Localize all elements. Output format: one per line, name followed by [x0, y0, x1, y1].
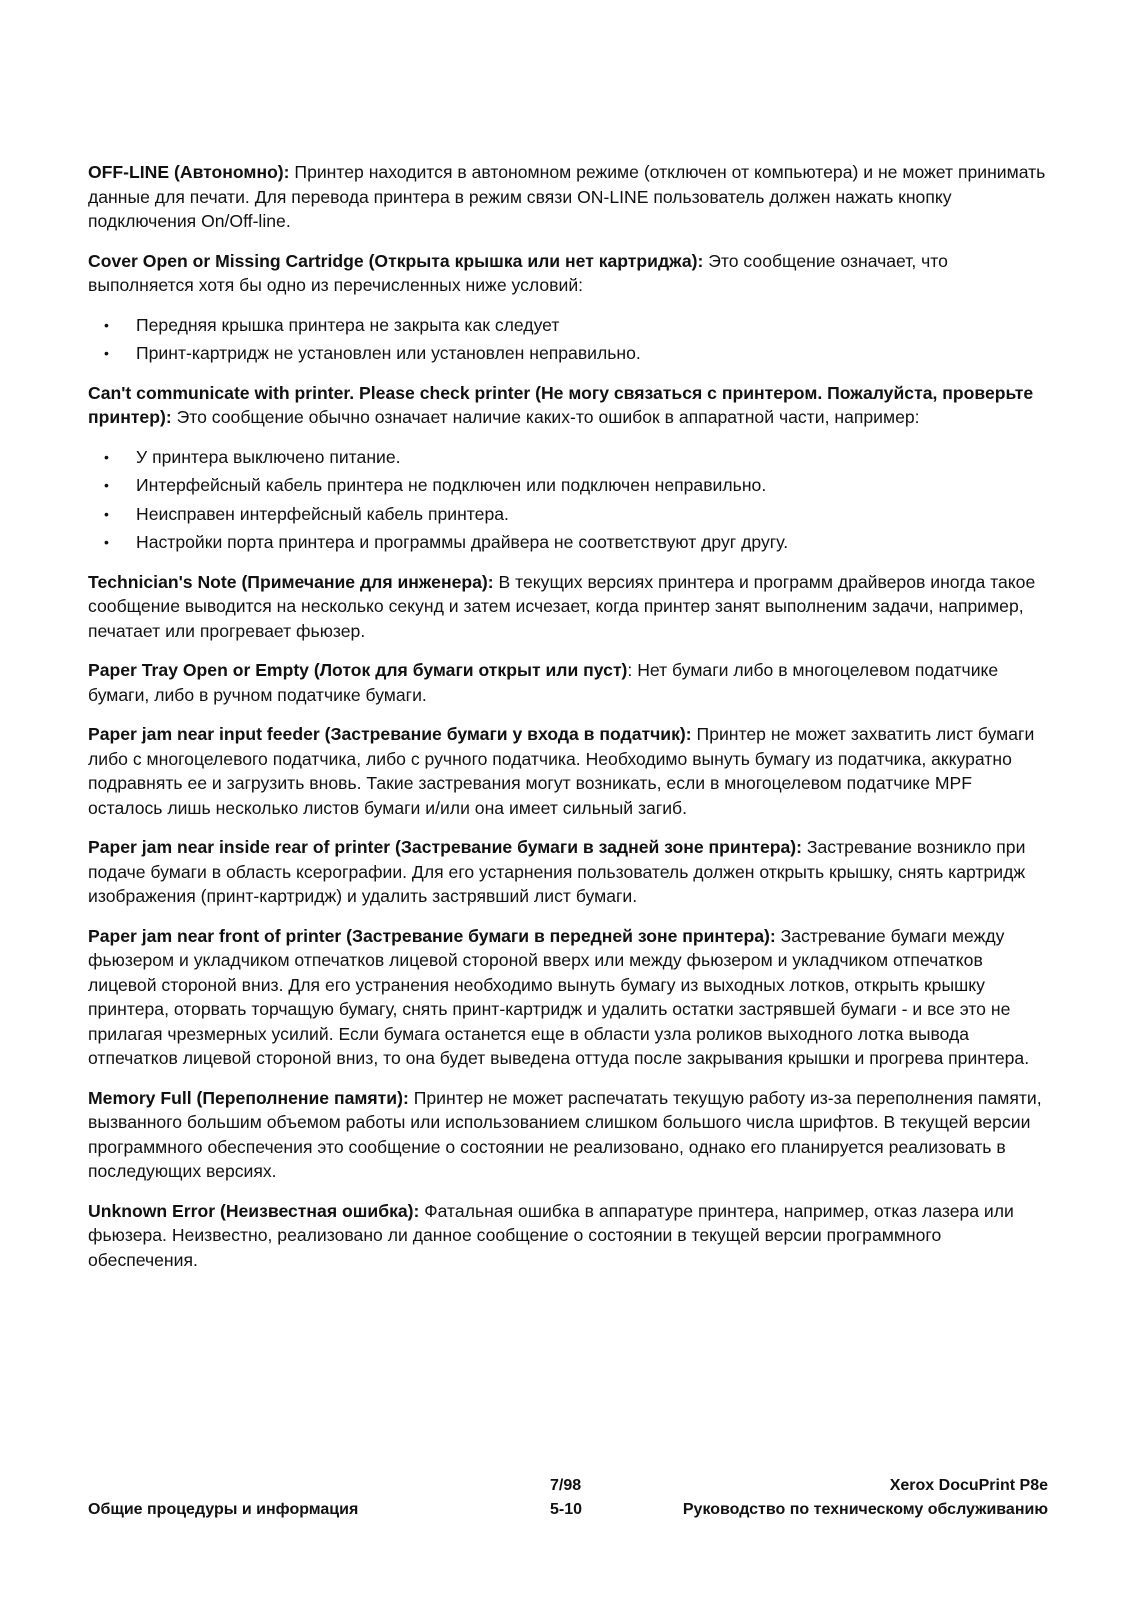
message-description: Это сообщение означает, что выполняется хотя бы одно из перечисленных ниже условий:: [88, 250, 948, 295]
message-description: : Нет бумаги либо в многоцелевом податчике бумаги, либо в ручном податчике бумаги.: [88, 660, 999, 705]
document-body: [88, 160, 1048, 1287]
list-item: • У принтера выключено питание.: [88, 445, 1048, 470]
message-memory-full: [88, 1086, 1048, 1184]
footer-page-number: 5-10: [550, 1501, 583, 1518]
message-description: Принтер не может распечатать текущую работу из-за переполнения памяти, вызванного большим объемом работы или использованием слишком большого числа шрифтов. В текущей версии программного обеспечения это сообщение о состоянии не реализовано, однако его планируется реализовать в последующих версиях.: [88, 1087, 1042, 1181]
message-description: Фатальная ошибка в аппаратуре принтера, например, отказ лазера или фьюзера. Неизвестно, реализовано ли данное сообщение о состоянии в текущей версии программного обеспечения.: [88, 1200, 1014, 1270]
message-jam-input-feeder: [88, 722, 1048, 820]
message-term: Paper Tray Open or Empty (Лоток для бумаги открыт или пуст): [88, 660, 628, 680]
message-jam-inside-rear: [88, 835, 1048, 909]
bullet-list: [88, 313, 1048, 366]
footer-product: Xerox DocuPrint P8e: [889, 1477, 1048, 1494]
message-cover-open: [88, 249, 1048, 298]
message-term: Unknown Error (Неизвестная ошибка):: [88, 1200, 420, 1221]
message-cant-communicate: [88, 381, 1048, 430]
message-term: Technician's Note (Примечание для инженера):: [88, 571, 494, 592]
page-footer: [88, 1474, 1048, 1522]
message-description: Застревание бумаги между фьюзером и укладчиком отпечатков лицевой стороной вверх или между фьюзером и укладчиком отпечатков лицевой стороной вниз. Для его устранения необходимо вынуть бумагу из выходных лотков, открыть крышку принтера, оторвать торчащую бумагу, снять принт-картридж и удалить остатки застрявшей бумаги - и все это не прилагая чрезмерных усилий. Если бумага останется еще в области узла роликов выходного лотка вывода отпечатков лицевой стороной вниз, то она будет выведена оттуда после закрывания крышки и прогрева принтера.: [88, 925, 1030, 1068]
message-description: Застревание возникло при подаче бумаги в область ксерографии. Для его устарнения пользователь должен открыть крышку, снять картридж изображения (принт-картридж) и удалить застрявший лист бумаги.: [88, 837, 1026, 906]
message-description: Это сообщение обычно означает наличие каких-то ошибок в аппаратной части, например:: [171, 407, 920, 427]
list-item: • Настройки порта принтера и программы драйвера не соответствуют друг другу.: [88, 530, 1048, 555]
footer-row-top: [88, 1474, 1048, 1498]
message-description: Принтер находится в автономном режиме (отключен от компьютера) и не может принимать данные для печати. Для перевода принтера в режим связи ON-LINE пользователь должен нажать кнопку подключения On/Off-line.: [88, 162, 1046, 231]
message-technicians-note: [88, 570, 1048, 644]
footer-date: 7/98: [550, 1477, 582, 1494]
message-description: В текущих версиях принтера и программ драйверов иногда такое сообщение выводится на несколько секунд и затем исчезает, когда принтер занят выполненим задачи, например, печатает или прогревает фьюзер.: [88, 571, 1036, 641]
message-term: OFF-LINE (Автономно):: [88, 162, 290, 182]
message-unknown-error: [88, 1199, 1048, 1273]
message-jam-front: [88, 924, 1048, 1071]
list-item: • Неисправен интерфейсный кабель принтера.: [88, 502, 1048, 527]
list-item: • Интерфейсный кабель принтера не подключен или подключен неправильно.: [88, 473, 1048, 498]
message-term: Can't communicate with printer. Please check printer (Не могу связаться с принтером. Пожалуйста, проверьте принтер):: [88, 382, 1034, 427]
message-description: Принтер не может захватить лист бумаги либо с многоцелевого податчика, либо с ручного податчика. Необходимо вынуть бумагу из податчика, аккуратно подравнять ее и загрузить вновь. Такие застревания могут возникать, если в многоцелевом податчике MPF осталось лишь несколько листов бумаги и/или она имеет сильный загиб.: [88, 724, 1035, 818]
message-term: Memory Full (Переполнение памяти):: [88, 1087, 409, 1108]
footer-row-bottom: [88, 1498, 1048, 1522]
message-term: Cover Open or Missing Cartridge (Открыта крышка или нет картриджа):: [88, 250, 704, 271]
message-term: Paper jam near inside rear of printer (Застревание бумаги в задней зоне принтера):: [88, 837, 802, 857]
message-paper-tray: [88, 658, 1048, 707]
list-item: • Передняя крышка принтера не закрыта как следует: [88, 313, 1048, 338]
footer-manual-title: Руководство по техническому обслуживанию: [682, 1501, 1048, 1518]
message-term: Paper jam near front of printer (Застревание бумаги в передней зоне принтера):: [88, 925, 776, 946]
message-term: Paper jam near input feeder (Застревание бумаги у входа в податчик):: [88, 724, 692, 744]
list-item: • Принт-картридж не установлен или установлен неправильно.: [88, 341, 1048, 366]
message-offline: [88, 160, 1048, 234]
bullet-list: [88, 445, 1048, 555]
footer-section-title: Общие процедуры и информация: [88, 1501, 359, 1518]
